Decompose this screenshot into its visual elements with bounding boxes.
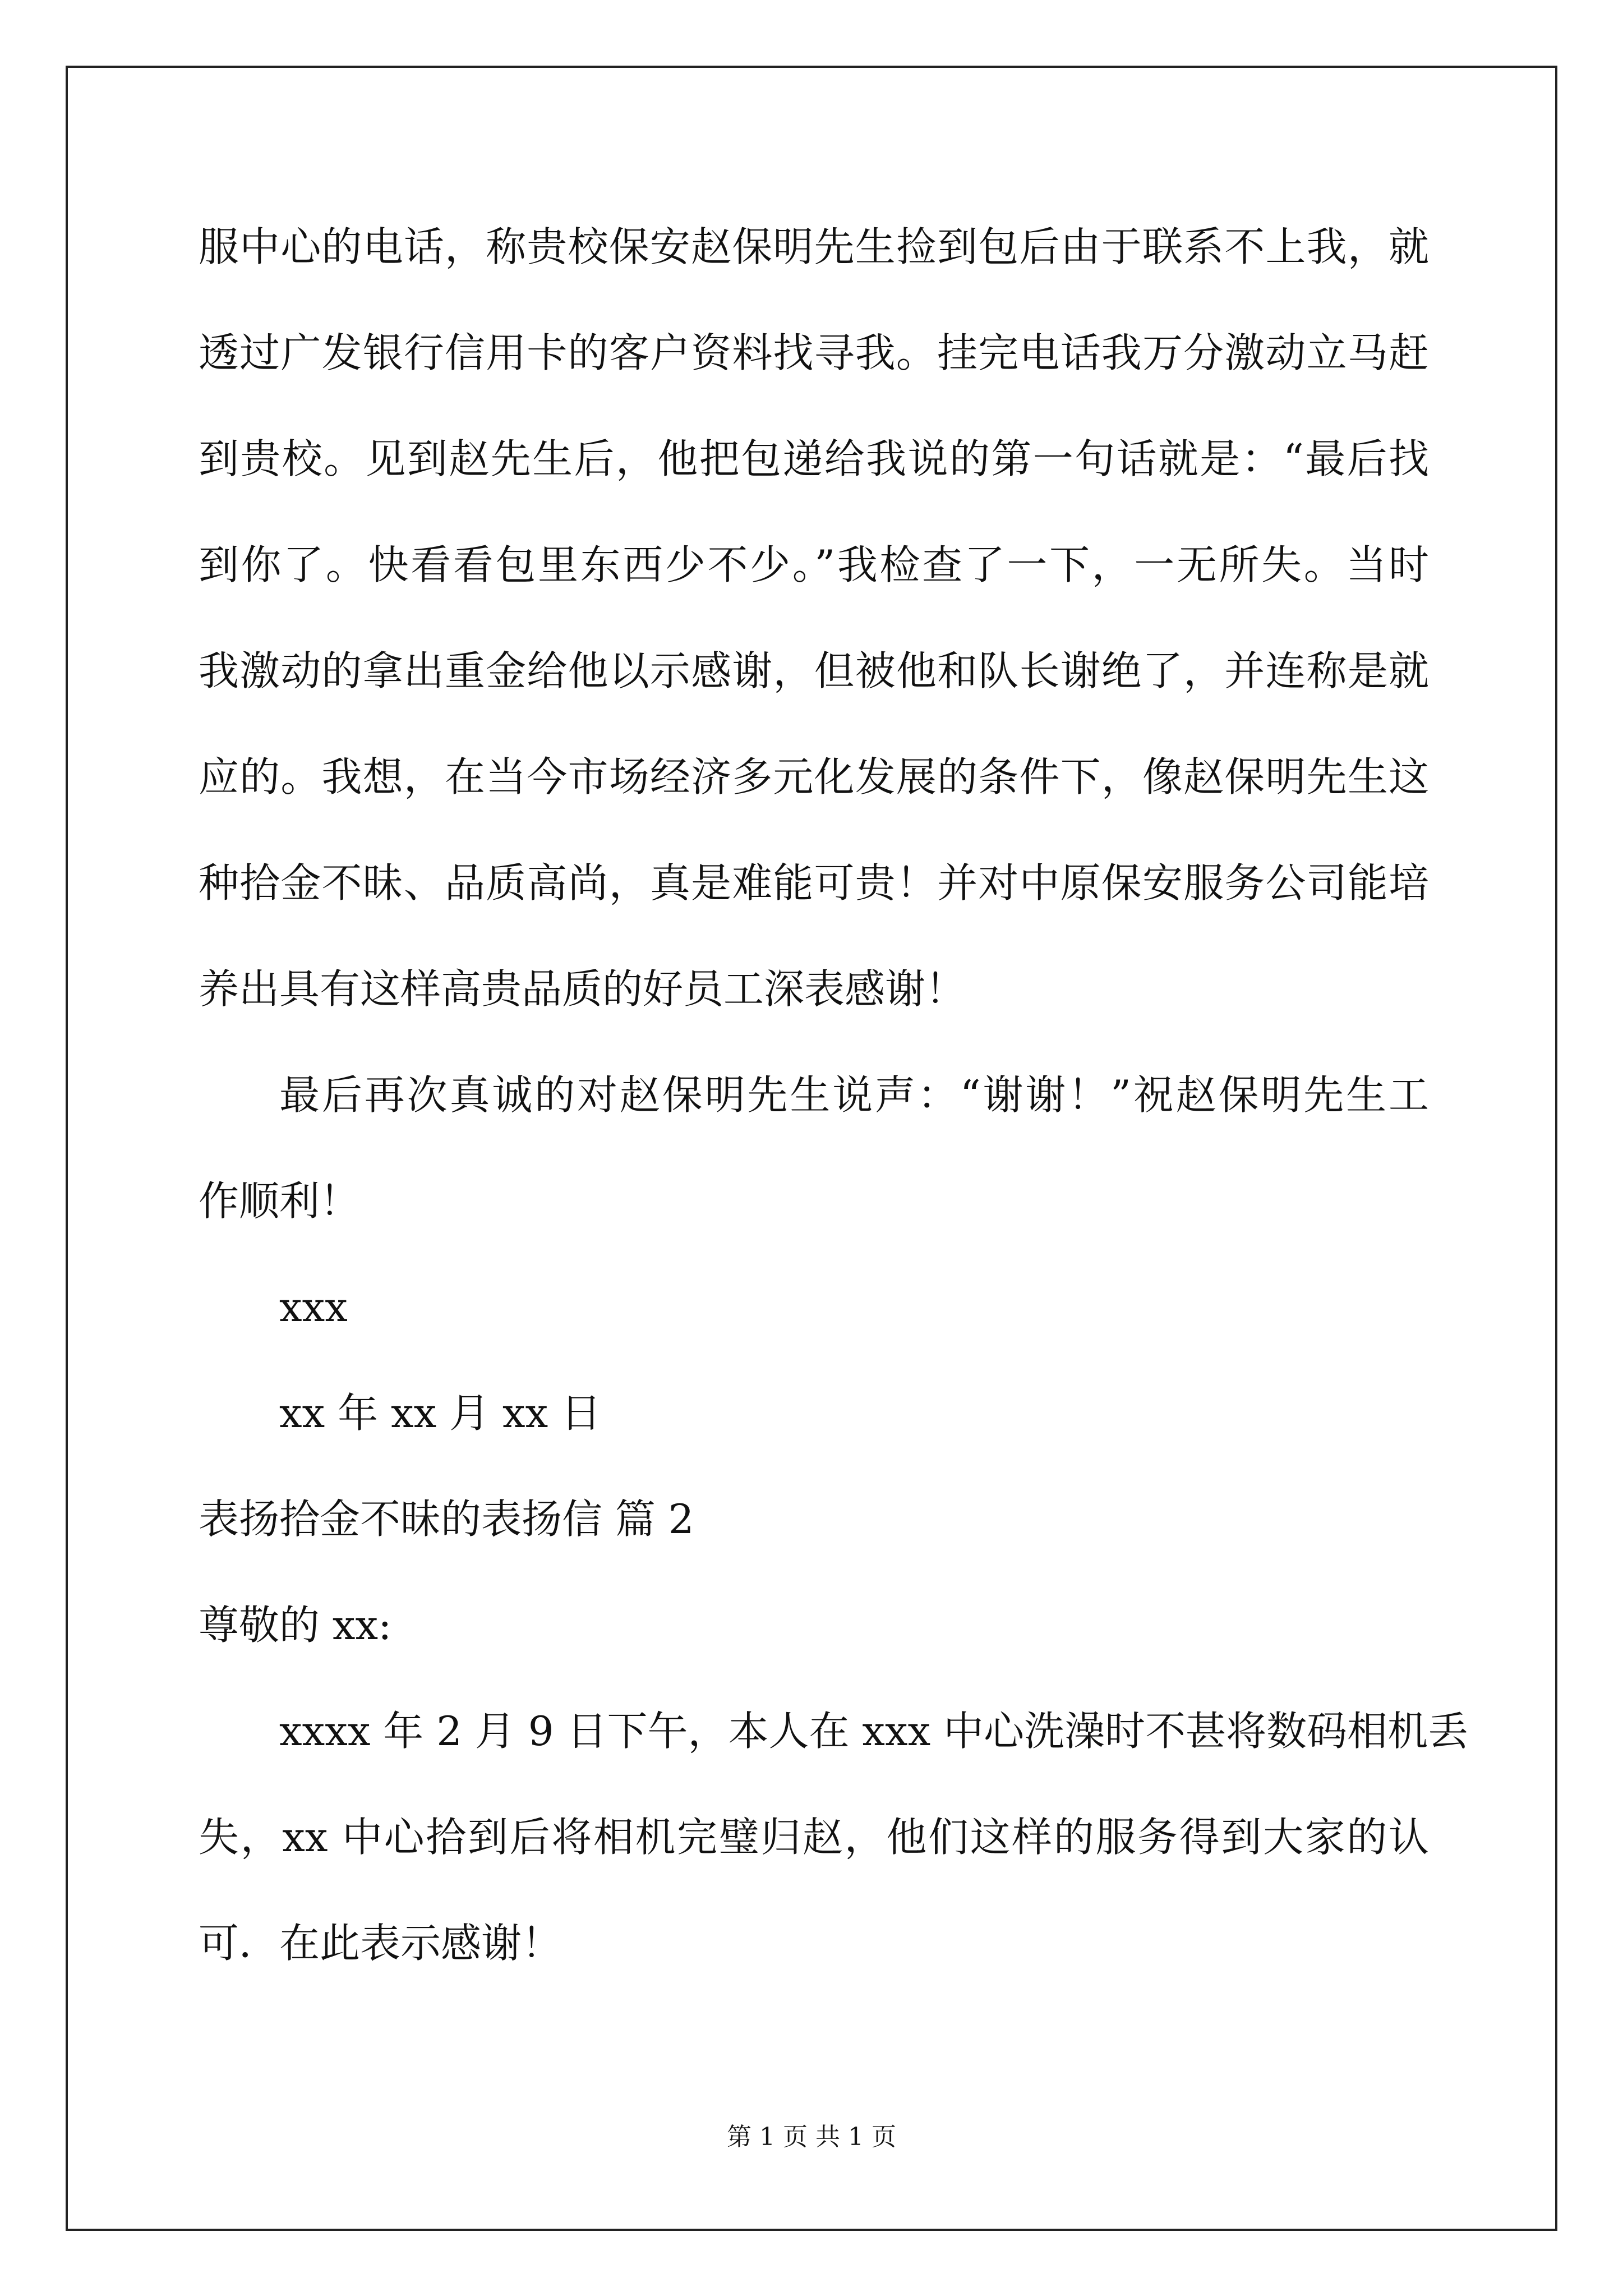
text-line: 养出具有这样高贵品质的好员工深表感谢！ xyxy=(199,965,966,1013)
text-line: 可．在此表示感谢！ xyxy=(199,1920,562,1967)
section-heading: 表扬拾金不昧的表扬信 篇 2 xyxy=(199,1496,694,1543)
salutation: 尊敬的 xx: xyxy=(199,1602,392,1649)
text-line: 服中心的电话，称贵校保安赵保明先生捡到包后由于联系不上我，就 xyxy=(199,223,1429,270)
text-line: 我激动的拿出重金给他以示感谢，但被他和队长谢绝了，并连称是就 xyxy=(199,647,1429,694)
text-line: 到贵校。见到赵先生后，他把包递给我说的第一句话就是：“最后找 xyxy=(199,435,1429,482)
page-footer: 第 1 页 共 1 页 xyxy=(727,2123,896,2151)
text-line: 透过广发银行信用卡的客户资料找寻我。挂完电话我万分激动立马赶 xyxy=(199,329,1429,376)
text-line: 到你了。快看看包里东西少不少。”我检查了一下，一无所失。当时 xyxy=(199,541,1429,588)
text-line: xxxx 年 2 月 9 日下午，本人在 xxx 中心洗澡时不甚将数码相机丢 xyxy=(279,1708,1469,1755)
signature: xxx xyxy=(279,1283,348,1331)
text-line: 作顺利！ xyxy=(199,1177,361,1225)
text-line: 应的。我想，在当今市场经济多元化发展的条件下，像赵保明先生这 xyxy=(199,753,1429,800)
text-line: 失，xx 中心拾到后将相机完璧归赵，他们这样的服务得到大家的认 xyxy=(199,1814,1429,1861)
date-line: xx 年 xx 月 xx 日 xyxy=(279,1389,602,1437)
page-border xyxy=(66,66,1557,2231)
closing-paragraph-line: 最后再次真诚的对赵保明先生说声：“谢谢！”祝赵保明先生工 xyxy=(279,1071,1429,1119)
text-line: 种拾金不昧、品质高尚，真是难能可贵！并对中原保安服务公司能培 xyxy=(199,859,1429,907)
